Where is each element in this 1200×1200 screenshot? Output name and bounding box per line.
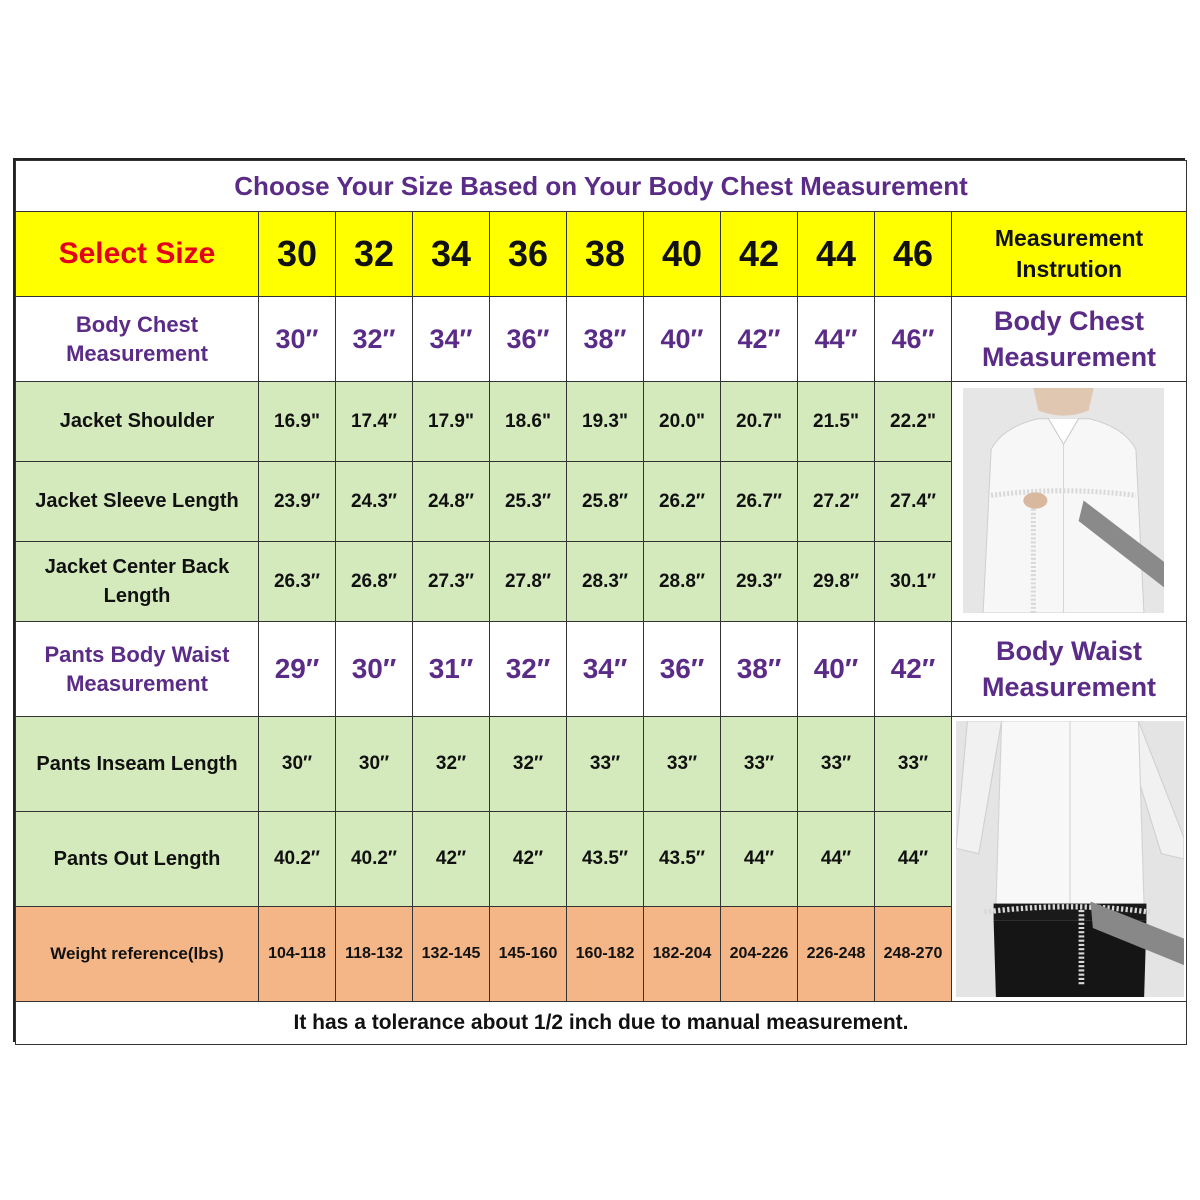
size-value: 21.5" bbox=[798, 382, 875, 462]
weight-value: 118-132 bbox=[336, 907, 413, 1002]
size-value: 42″ bbox=[413, 812, 490, 907]
chest-value: 46″ bbox=[875, 297, 952, 382]
row-label: Weight reference(lbs) bbox=[16, 907, 259, 1002]
size-col-42: 42 bbox=[721, 212, 798, 297]
size-value: 26.2″ bbox=[644, 462, 721, 542]
size-col-32: 32 bbox=[336, 212, 413, 297]
size-value: 42″ bbox=[490, 812, 567, 907]
row-label: Jacket Shoulder bbox=[16, 382, 259, 462]
size-value: 33″ bbox=[567, 717, 644, 812]
size-table bbox=[15, 160, 1187, 1045]
pants-waist-label bbox=[16, 622, 259, 717]
size-value: 24.3″ bbox=[336, 462, 413, 542]
chest-value: 32″ bbox=[336, 297, 413, 382]
waist-measurement-photo bbox=[956, 721, 1184, 997]
size-value: 40.2″ bbox=[259, 812, 336, 907]
body-chest-row bbox=[16, 297, 1187, 382]
pants-waist-row bbox=[16, 622, 1187, 717]
waist-photo-illustration bbox=[956, 721, 1184, 997]
chest-photo-cell bbox=[952, 382, 1187, 622]
waist-value: 30″ bbox=[336, 622, 413, 717]
size-value: 20.7" bbox=[721, 382, 798, 462]
size-col-38: 38 bbox=[567, 212, 644, 297]
instruction-line-2: Instrution bbox=[1016, 256, 1123, 282]
label-line: Pants Body Waist bbox=[44, 642, 230, 667]
body-chest-instruction-title bbox=[952, 297, 1187, 382]
chest-value: 34″ bbox=[413, 297, 490, 382]
chest-value: 42″ bbox=[721, 297, 798, 382]
label-line: Length bbox=[103, 584, 171, 607]
weight-value: 226-248 bbox=[798, 907, 875, 1002]
size-value: 28.8″ bbox=[644, 542, 721, 622]
size-value: 17.9" bbox=[413, 382, 490, 462]
size-value: 26.8″ bbox=[336, 542, 413, 622]
size-value: 24.8″ bbox=[413, 462, 490, 542]
size-value: 40.2″ bbox=[336, 812, 413, 907]
waist-photo-cell bbox=[952, 717, 1187, 1002]
row-label: Pants Out Length bbox=[16, 812, 259, 907]
tolerance-note: It has a tolerance about 1/2 inch due to manual measurement. bbox=[16, 1002, 1187, 1045]
size-value: 23.9″ bbox=[259, 462, 336, 542]
pants-inseam-row bbox=[16, 717, 1187, 812]
chest-photo-illustration bbox=[963, 388, 1164, 613]
chest-value: 30″ bbox=[259, 297, 336, 382]
weight-value: 104-118 bbox=[259, 907, 336, 1002]
select-size-label: Select Size bbox=[16, 212, 259, 297]
label-line: Measurement bbox=[66, 341, 208, 366]
size-value: 33″ bbox=[875, 717, 952, 812]
chart-title: Choose Your Size Based on Your Body Chest Measurement bbox=[16, 161, 1187, 212]
size-col-30: 30 bbox=[259, 212, 336, 297]
jacket-shoulder-row bbox=[16, 382, 1187, 462]
size-value: 27.2″ bbox=[798, 462, 875, 542]
body-chest-label bbox=[16, 297, 259, 382]
size-col-46: 46 bbox=[875, 212, 952, 297]
waist-value: 32″ bbox=[490, 622, 567, 717]
label-line: Measurement bbox=[66, 671, 208, 696]
size-value: 30″ bbox=[259, 717, 336, 812]
size-value: 43.5″ bbox=[567, 812, 644, 907]
size-value: 17.4″ bbox=[336, 382, 413, 462]
instruction-line: Measurement bbox=[981, 342, 1157, 372]
waist-value: 29″ bbox=[259, 622, 336, 717]
weight-value: 248-270 bbox=[875, 907, 952, 1002]
waist-value: 42″ bbox=[875, 622, 952, 717]
label-line: Body Chest bbox=[75, 312, 199, 337]
size-value: 32″ bbox=[490, 717, 567, 812]
waist-value: 38″ bbox=[721, 622, 798, 717]
size-value: 27.3″ bbox=[413, 542, 490, 622]
size-col-44: 44 bbox=[798, 212, 875, 297]
measurement-instruction-header bbox=[952, 212, 1187, 297]
chest-value: 44″ bbox=[798, 297, 875, 382]
size-value: 33″ bbox=[798, 717, 875, 812]
row-label: Jacket Sleeve Length bbox=[16, 462, 259, 542]
waist-value: 40″ bbox=[798, 622, 875, 717]
label-line: Jacket Center Back bbox=[44, 555, 230, 578]
chest-measurement-photo bbox=[963, 388, 1164, 613]
size-value: 32″ bbox=[413, 717, 490, 812]
size-value: 27.4″ bbox=[875, 462, 952, 542]
size-value: 22.2" bbox=[875, 382, 952, 462]
size-col-36: 36 bbox=[490, 212, 567, 297]
size-value: 18.6" bbox=[490, 382, 567, 462]
size-value: 29.8″ bbox=[798, 542, 875, 622]
size-value: 16.9" bbox=[259, 382, 336, 462]
size-value: 44″ bbox=[721, 812, 798, 907]
size-header-row bbox=[16, 212, 1187, 297]
size-value: 33″ bbox=[721, 717, 798, 812]
size-value: 33″ bbox=[644, 717, 721, 812]
weight-value: 145-160 bbox=[490, 907, 567, 1002]
instruction-line-1: Measurement bbox=[994, 225, 1144, 251]
size-value: 19.3" bbox=[567, 382, 644, 462]
instruction-line: Body Waist bbox=[996, 636, 1143, 666]
row-label bbox=[16, 542, 259, 622]
size-value: 28.3″ bbox=[567, 542, 644, 622]
instruction-line: Body Chest bbox=[994, 306, 1145, 336]
size-value: 30″ bbox=[336, 717, 413, 812]
weight-value: 160-182 bbox=[567, 907, 644, 1002]
size-value: 29.3″ bbox=[721, 542, 798, 622]
chest-value: 36″ bbox=[490, 297, 567, 382]
waist-value: 36″ bbox=[644, 622, 721, 717]
row-label: Pants Inseam Length bbox=[16, 717, 259, 812]
size-value: 43.5″ bbox=[644, 812, 721, 907]
size-value: 30.1″ bbox=[875, 542, 952, 622]
size-value: 44″ bbox=[875, 812, 952, 907]
weight-value: 132-145 bbox=[413, 907, 490, 1002]
body-waist-instruction-title bbox=[952, 622, 1187, 717]
size-value: 26.3″ bbox=[259, 542, 336, 622]
weight-value: 182-204 bbox=[644, 907, 721, 1002]
waist-value: 31″ bbox=[413, 622, 490, 717]
size-col-40: 40 bbox=[644, 212, 721, 297]
instruction-line: Measurement bbox=[981, 672, 1157, 702]
size-value: 25.8″ bbox=[567, 462, 644, 542]
size-value: 44″ bbox=[798, 812, 875, 907]
size-value: 20.0" bbox=[644, 382, 721, 462]
weight-value: 204-226 bbox=[721, 907, 798, 1002]
size-value: 26.7″ bbox=[721, 462, 798, 542]
chest-value: 40″ bbox=[644, 297, 721, 382]
waist-value: 34″ bbox=[567, 622, 644, 717]
size-value: 27.8″ bbox=[490, 542, 567, 622]
size-col-34: 34 bbox=[413, 212, 490, 297]
chest-value: 38″ bbox=[567, 297, 644, 382]
size-chart bbox=[13, 158, 1185, 1042]
size-value: 25.3″ bbox=[490, 462, 567, 542]
